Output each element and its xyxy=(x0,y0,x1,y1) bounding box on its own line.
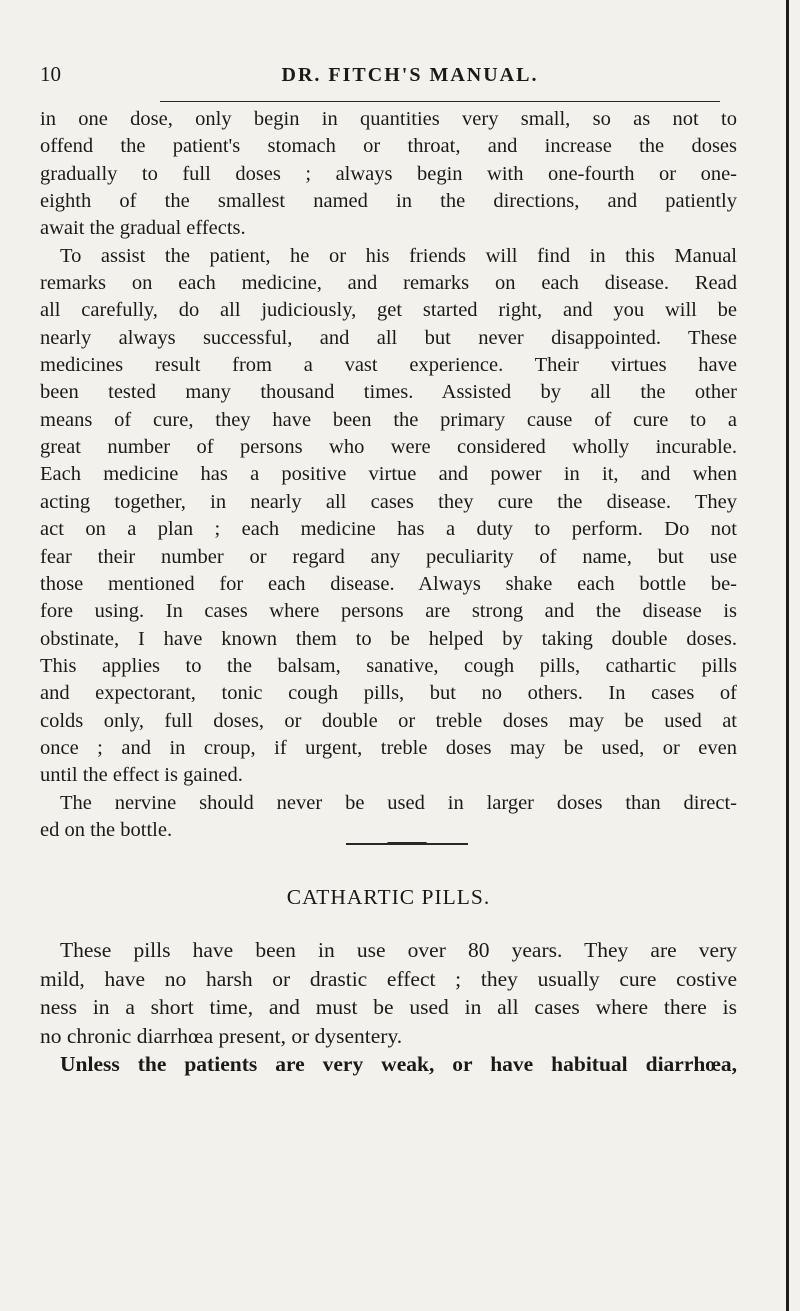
text-line: all carefully, do all judiciously, get started right, and you will be xyxy=(40,299,737,322)
text-line: no chronic diarrhœa present, or dysentery. xyxy=(40,1023,403,1048)
text-line: ed on the bottle. xyxy=(40,818,173,841)
text-line: in one dose, only begin in quantities very small, so as not to xyxy=(40,108,737,130)
section-text xyxy=(40,936,737,1079)
text-line: until the effect is gained. xyxy=(40,764,243,787)
text-line: obstinate, I have known them to be helped by taking double doses. xyxy=(40,627,737,650)
text-line: medicines result from a vast experience. Their virtues have xyxy=(40,354,737,377)
text-line: mild, have no harsh or drastic effect ; they usually cure costive xyxy=(40,966,737,991)
text-line: These pills have been in use over 80 years. They are very xyxy=(60,938,737,962)
text-line: once ; and in croup, if urgent, treble doses may be used, or even xyxy=(40,736,737,759)
text-line: Unless the patients are very weak, or have habitual diarrhœa, xyxy=(60,1052,737,1077)
text-line: This applies to the balsam, sanative, cough pills, cathartic pills xyxy=(40,654,737,677)
text-line: those mentioned for each disease. Always shake each bottle be- xyxy=(40,572,737,595)
page-edge-shadow xyxy=(786,0,789,1311)
body-text xyxy=(40,106,737,844)
text-line: fear their number or regard any peculiarity of name, but use xyxy=(40,545,737,568)
text-line: been tested many thousand times. Assisted by all the other xyxy=(40,381,737,404)
text-line: acting together, in nearly all cases they cure the disease. They xyxy=(40,490,737,513)
page-header xyxy=(40,62,780,86)
text-line: To assist the patient, he or his friends will find in this Manual xyxy=(60,244,737,267)
text-line: offend the patient's stomach or throat, and increase the doses xyxy=(40,135,737,158)
text-line: fore using. In cases where persons are strong and the disease is xyxy=(40,600,737,623)
text-line: act on a plan ; each medicine has a duty to perform. Do not xyxy=(40,518,737,541)
text-line: Each medicine has a positive virtue and power in it, and when xyxy=(40,463,737,486)
text-line: and expectorant, tonic cough pills, but no others. In cases of xyxy=(40,682,737,705)
header-rule xyxy=(160,101,720,102)
section-divider xyxy=(346,843,468,845)
text-line: await the gradual effects. xyxy=(40,217,246,240)
text-line: colds only, full doses, or double or treble doses may be used at xyxy=(40,709,737,732)
text-line: The nervine should never be used in larger doses than direct- xyxy=(60,791,737,814)
text-line: ness in a short time, and must be used in all cases where there is xyxy=(40,995,737,1020)
page-number: 10 xyxy=(40,62,61,86)
text-line: eighth of the smallest named in the directions, and patiently xyxy=(40,190,737,213)
text-line: means of cure, they have been the primary cause of cure to a xyxy=(40,408,737,431)
text-line: great number of persons who were considered wholly incurable. xyxy=(40,436,737,459)
section-title: CATHARTIC PILLS. xyxy=(286,885,491,909)
text-line: remarks on each medicine, and remarks on each disease. Read xyxy=(40,272,737,295)
text-line: gradually to full doses ; always begin with one-fourth or one- xyxy=(40,162,737,185)
running-head: DR. FITCH'S MANUAL. xyxy=(281,64,539,86)
text-line: nearly always successful, and all but never disappointed. These xyxy=(40,326,737,349)
